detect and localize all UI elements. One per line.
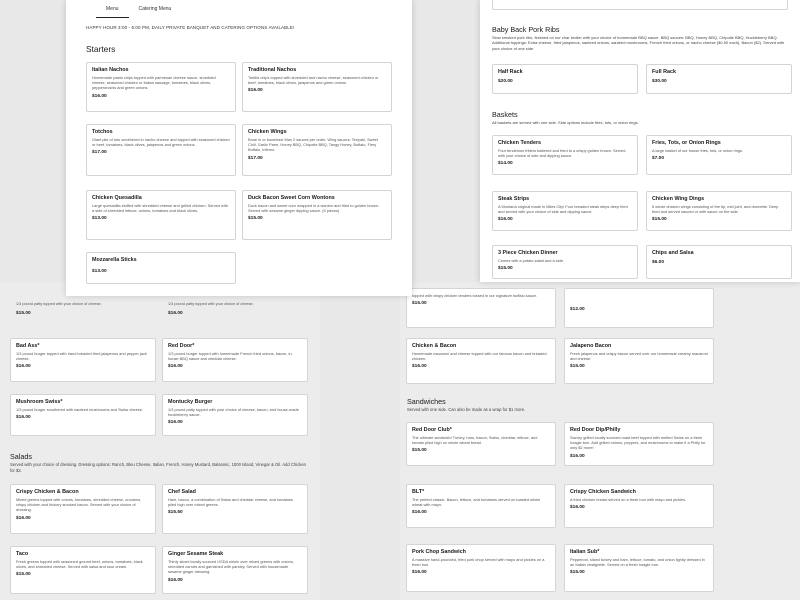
starters-panel: [66, 0, 412, 296]
ribs-desc: Slow smoked pork ribs, finished on our char broiler with your choice of homemade BBQ sauce. BBQ sauces: BBQ, Honey BBQ, Chipotle BBQ, Huckleberry BBQ. Additional toppings: Extra cheese, fried jalapenos, sauteed onions, sauteed mushrooms, French fried onions, or nacho cheese ($0.50 each), Bacon ($2). Served with your choice of one side.: [492, 35, 785, 51]
menu-item-card[interactable]: [86, 190, 236, 240]
item-price: $16.00: [412, 570, 427, 576]
item-price: $16.00: [16, 515, 31, 521]
item-price: $12.00: [570, 307, 585, 312]
item-name: Steak Strips: [498, 196, 530, 202]
item-desc: The perfect classic. Bacon, lettuce, and tomatoes served on toasted whole wheat with mayo.: [412, 497, 541, 508]
item-name: Chicken Wings: [248, 129, 287, 135]
menu-item-card[interactable]: [406, 338, 556, 384]
item-desc: Pepperoni, sliced turkey and ham, lettuce, tomato, and onion lightly dressed in an Italian vinaigrette. Served on a fresh hoagie bun.: [570, 557, 705, 568]
item-price: $13.00: [92, 269, 107, 274]
item-desc: Ham, bacon, a combination of Swiss and cheddar cheese, and tomatoes piled high over mixed greens.: [168, 497, 294, 508]
item-price: $16.00: [168, 420, 183, 426]
section-heading-sandwiches: Sandwiches: [407, 397, 446, 406]
item-price: $16.00: [412, 510, 427, 516]
menu-item-card[interactable]: [162, 338, 308, 382]
item-name: Duck Bacon Sweet Corn Wontons: [248, 195, 335, 201]
item-price: $14.00: [498, 161, 513, 167]
item-desc: A Montana original made in Miles City! Four breaded steak strips deep fried and served with your choice of side and dipping sauce.: [498, 204, 628, 215]
item-desc: 1/3 pound patty topped with your choice of cheese, bacon, and house-made huckleberry sauce.: [168, 407, 299, 418]
menu-item-card[interactable]: [646, 135, 792, 175]
item-price: $17.00: [92, 150, 107, 156]
item-name: 3 Piece Chicken Dinner: [498, 250, 558, 256]
item-name: Traditional Nachos: [248, 67, 297, 73]
item-desc: 1/3 pound burger topped with hand breaded fried jalapenos and pepper jack cheese.: [16, 351, 147, 362]
menu-item-card[interactable]: [646, 64, 792, 94]
menu-item-card[interactable]: [406, 484, 556, 528]
background-menu-left: [0, 282, 320, 600]
item-name: Chicken & Bacon: [412, 343, 457, 349]
menu-item-card[interactable]: [242, 190, 392, 240]
item-name: Mozzarella Sticks: [92, 257, 137, 263]
item-name: Jalapeno Bacon: [570, 343, 612, 349]
item-desc: Comes with a potato salad and a side.: [498, 258, 564, 263]
menu-item-card[interactable]: [564, 288, 714, 328]
item-price: $7.00: [652, 156, 665, 162]
menu-item-card[interactable]: [86, 124, 236, 176]
menu-item-card[interactable]: [10, 484, 156, 534]
section-heading-starters: Starters: [86, 44, 116, 54]
item-name: Fries, Tots, or Onion Rings: [652, 140, 721, 146]
item-name: Chef Salad: [168, 489, 196, 495]
section-heading-ribs: Baby Back Pork Ribs: [492, 25, 560, 34]
item-desc: Homemade pasta chips topped with parmesan cheese sauce, shredded cheese, seasoned chicken or Italian sausage, tomatoes, black olives, pepperoncinis and green onions.: [92, 75, 216, 91]
item-desc: Tortilla chips topped with shredded and nacho cheese, seasoned chicken or beef, tomatoes, black olives, jalapenos and green onions.: [248, 75, 379, 86]
menu-item-card[interactable]: [86, 252, 236, 284]
item-price: $15.00: [570, 570, 585, 576]
item-desc: Fresh jalapenos and crispy bacon served over our homemade creamy macaroni and cheese.: [570, 351, 708, 362]
item-price: $30.00: [652, 79, 667, 84]
menu-item-card[interactable]: [162, 484, 308, 534]
item-name: Taco: [16, 551, 29, 557]
item-name: Chips and Salsa: [652, 250, 694, 256]
item-name: BLT*: [412, 489, 425, 495]
menu-item-card[interactable]: [492, 245, 638, 279]
item-price: $16.00: [570, 453, 585, 459]
burger-fragment-price: $16.00: [168, 311, 183, 316]
item-price: $13.00: [92, 216, 107, 222]
burger-fragment-desc: 1/3 pound patty topped with your choice of cheese.: [168, 302, 254, 306]
item-price: $16.00: [16, 415, 31, 421]
menu-item-card[interactable]: [10, 546, 156, 594]
item-desc: Mixed greens topped with onions, tomatoes, shredded cheese, croutons, crispy chicken and hickory smoked bacon. Served with your choice of dressing.: [16, 497, 142, 513]
tab-catering-menu[interactable]: Catering Menu: [138, 6, 172, 12]
item-price: $16.00: [412, 364, 427, 370]
menu-item-card[interactable]: [162, 546, 308, 594]
menu-item-card-clipped[interactable]: [492, 0, 788, 10]
item-name: Italian Nachos: [92, 67, 129, 73]
item-price: $15.00: [570, 364, 585, 370]
item-desc: 1/3 pound burger topped with homemade French fried onions, bacon, in-house BBQ sauce and cheddar cheese.: [168, 351, 293, 362]
item-price: $15.00: [16, 572, 31, 578]
menu-item-card[interactable]: [564, 544, 714, 592]
item-name: Pork Chop Sandwich: [412, 549, 466, 555]
item-desc: Savory grilled locally sourced roast beef topped with melted Swiss on a fresh hoagie bun. Add grilled onions, peppers, and mushrooms to make it a Philly for only $2 more!: [570, 435, 706, 451]
burger-fragment-desc: 1/3 pound patty topped with your choice of cheese.: [16, 302, 102, 306]
item-price: $16.00: [248, 88, 263, 94]
item-price: $15.00: [248, 216, 263, 222]
item-desc: 1/3 pound burger smothered with sauteed mushrooms and Swiss cheese.: [16, 407, 143, 412]
item-price: $15.00: [412, 448, 427, 454]
menu-item-card[interactable]: [406, 288, 556, 328]
menu-item-card[interactable]: [406, 422, 556, 466]
item-price: $15.00: [412, 301, 427, 307]
item-name: Red Door Club*: [412, 427, 452, 433]
menu-item-card[interactable]: [162, 394, 308, 436]
menu-item-card[interactable]: [492, 64, 638, 94]
item-price: $15.00: [498, 266, 513, 272]
item-name: Crispy Chicken Sandwich: [570, 489, 636, 495]
item-desc: 5 whole chicken wings consisting of the tip, mid joint, and drumette. Deep fried and served sauced or with sauce on the side.: [652, 204, 779, 215]
item-price: $16.00: [168, 577, 183, 583]
item-price: $16.00: [16, 364, 31, 370]
item-desc: Four tenderloin fritters battered and fried to a crispy golden brown. Served with your choice of side and dipping sauce.: [498, 148, 626, 159]
item-name: Chicken Quesadilla: [92, 195, 142, 201]
section-heading-salads: Salads: [10, 452, 32, 461]
item-price: $15.50: [168, 510, 183, 516]
item-name: Chicken Wing Dings: [652, 196, 705, 202]
item-name: Italian Sub*: [570, 549, 600, 555]
item-desc: Giant pile of tots smothered in nacho cheese and topped with seasoned chicken or beef, tomatoes, black olives, jalapenos and green onions.: [92, 137, 230, 148]
sandwiches-subtitle: Served with one side. Can also be made as a wrap for $1 more.: [407, 407, 526, 412]
ribs-baskets-panel: [480, 0, 800, 282]
burger-fragment-price: $15.00: [16, 311, 31, 316]
item-price: $16.00: [92, 93, 107, 99]
item-price: $16.00: [498, 217, 513, 223]
item-desc: Homemade macaroni and cheese topped with our famous bacon and breaded chicken.: [412, 351, 547, 362]
menu-item-card[interactable]: [242, 62, 392, 112]
item-desc: Duck bacon and sweet corn wrapped in a wonton and fried to golden brown. Served with sesame ginger dipping sauce. (5 pieces): [248, 203, 380, 214]
item-price: $6.00: [652, 260, 665, 265]
item-desc: The ultimate sandwich! Turkey, ham, bacon, Swiss, cheddar, lettuce, and tomato piled high on whole wheat bread.: [412, 435, 538, 446]
item-price: $16.00: [570, 505, 585, 511]
menu-item-card[interactable]: [564, 484, 714, 528]
item-price: $15.00: [652, 217, 667, 223]
item-price: $20.00: [498, 79, 513, 84]
item-name: Montucky Burger: [168, 399, 213, 405]
item-name: Ginger Sesame Steak: [168, 551, 224, 557]
section-heading-baskets: Baskets: [492, 110, 518, 119]
item-desc: A large basket of our house fries, tots, or onion rings.: [652, 148, 744, 153]
salads-subtitle: Served with your choice of dressing. Dressing options: Ranch, Bleu Cheese, Italian, French, Honey Mustard, Balsamic, 1000 Island, Vinegar & Oil. Add Chicken for $2.: [10, 462, 306, 473]
item-name: Full Rack: [652, 69, 676, 75]
item-desc: Fresh greens topped with seasoned ground beef, onions, tomatoes, black olives, and shredded cheese. Served with salsa and sour cream.: [16, 559, 143, 570]
item-name: Red Door Dip/Philly: [570, 427, 621, 433]
item-name: Red Door*: [168, 343, 195, 349]
item-desc: Bone in or boneless! Max 2 sauces per order. Wing sauces: Teriyaki, Sweet Chili, Garlic Parm, Honey BBQ, Chipotle BBQ, Tangy Honey, Buffalo, Fiery Buffalo, Inferno.: [248, 137, 378, 153]
item-name: Chicken Tenders: [498, 140, 542, 146]
menu-item-card[interactable]: [10, 338, 156, 382]
item-desc: A fried chicken breast served on a fresh bun with mayo and pickles.: [570, 497, 687, 502]
item-name: Half Rack: [498, 69, 523, 75]
menu-item-card[interactable]: [242, 124, 392, 176]
tab-menu[interactable]: Menu: [96, 0, 129, 18]
item-name: Bad Ass*: [16, 343, 40, 349]
menu-item-card[interactable]: [10, 394, 156, 436]
menu-item-card[interactable]: [492, 191, 638, 231]
menu-tabs: [96, 0, 181, 17]
item-desc: A massive hand-pounded, fried pork chop served with mayo and pickles on a fresh bun.: [412, 557, 545, 568]
menu-item-card[interactable]: [646, 245, 792, 279]
item-price: $17.00: [248, 155, 263, 161]
item-name: Crispy Chicken & Bacon: [16, 489, 79, 495]
item-name: Totchos: [92, 129, 113, 135]
menu-item-card[interactable]: [86, 62, 236, 112]
menu-item-card[interactable]: [406, 544, 556, 592]
item-desc: Thinly sliced locally sourced USDA sirloin over mixed greens with onions, shredded carrots and garnished with parsley. Served with housemade sesame ginger dressing.: [168, 559, 294, 575]
baskets-subtitle: All baskets are served with one side. Side options include fries, tots, or onion rings.: [492, 120, 639, 125]
background-menu-right: [400, 282, 800, 600]
item-name: Mushroom Swiss*: [16, 399, 63, 405]
item-desc: topped with crispy chicken tenders tossed in our signature buffalo sauce.: [412, 293, 538, 298]
item-price: $16.00: [168, 364, 183, 370]
menu-item-card[interactable]: [646, 191, 792, 231]
item-desc: Large quesadilla stuffed with shredded cheese and grilled chicken. Served with a side of shredded lettuce, onions, tomatoes and black olives.: [92, 203, 228, 214]
happy-hour-banner: HAPPY HOUR 3:00 - 6:00 PM, DAILY PRIVATE BANQUET AND CATERING OPTIONS AVAILABLE!: [86, 25, 295, 30]
menu-item-card[interactable]: [492, 135, 638, 175]
menu-item-card[interactable]: [564, 338, 714, 384]
menu-item-card[interactable]: [564, 422, 714, 466]
